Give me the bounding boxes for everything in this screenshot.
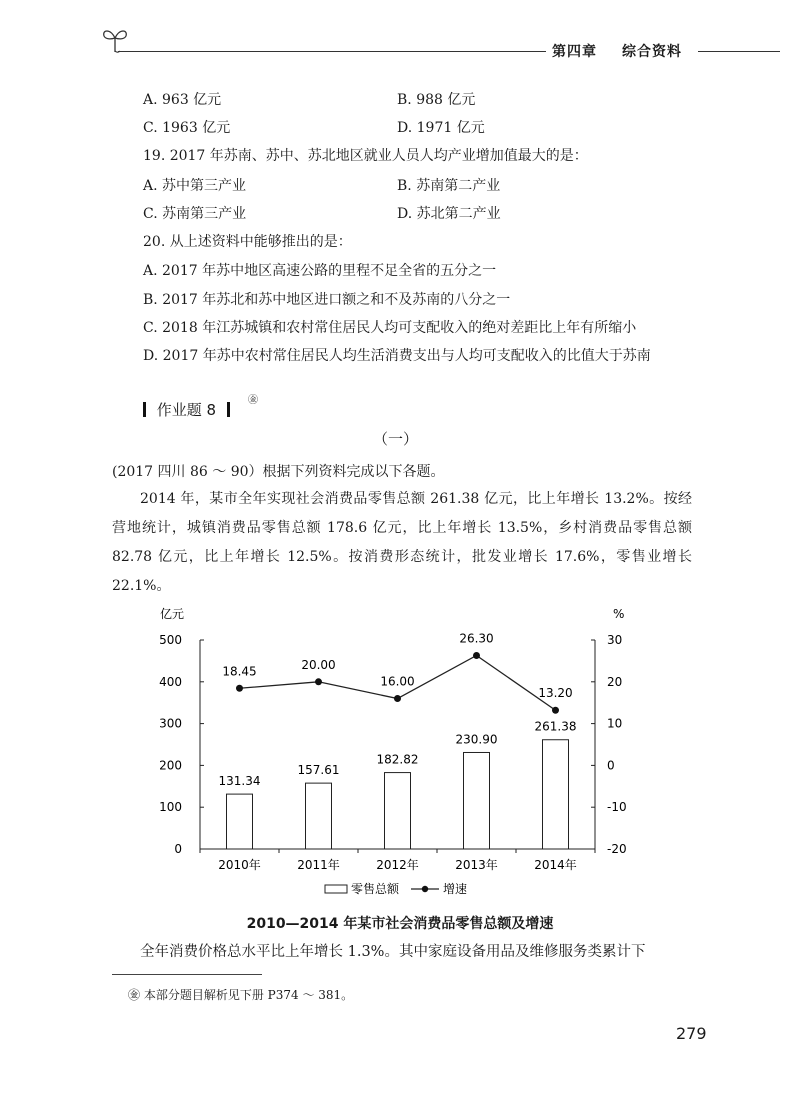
y-tick-label-left: 0 (174, 842, 182, 856)
y-axis-label-left: 亿元 (160, 607, 185, 621)
task-bar-left (143, 402, 146, 417)
y-tick-label-left: 400 (159, 674, 182, 689)
y-tick-label-right: -10 (607, 800, 627, 815)
bar-data-label: 261.38 (534, 719, 577, 734)
footnote-rule (112, 974, 262, 975)
task-heading (143, 395, 258, 420)
source-line: (2017 四川 86 ～ 90）根据下列资料完成以下各题。 (112, 464, 445, 480)
sprout-icon (100, 24, 130, 54)
q18-option-c: C. 1963 亿元 (143, 120, 231, 136)
legend-line-marker (422, 886, 428, 892)
growth-point (394, 695, 401, 702)
paragraph-1: 2014 年，某市全年实现社会消费品零售总额 261.38 亿元，比上年增长 13.2%。按经营地统计，城镇消费品零售总额 178.6 亿元，比上年增长 13.5%，乡村消费品零售总额 82.78 亿元，比上年增长 12.5%。按消费形态统计，批发业增长 17.6%，零售业增长 22.1%。 (112, 491, 692, 594)
q18-option-a: A. 963 亿元 (143, 92, 222, 108)
growth-point (552, 707, 559, 714)
running-header (0, 0, 800, 70)
bar-data-label: 230.90 (455, 732, 498, 747)
y-tick-label-left: 200 (159, 758, 182, 773)
bar-data-label: 182.82 (376, 752, 419, 767)
q20-option-d: D. 2017 年苏中农村常住居民人均生活消费支出与人均可支配收入的比值大于苏南 (143, 348, 651, 364)
section-title: （一） (373, 430, 419, 448)
y-axis-label-right: % (613, 607, 625, 621)
section-label: 综合资料 (622, 44, 682, 60)
y-tick-label-right: -20 (607, 842, 627, 856)
legend-bar-label: 零售总额 (351, 882, 400, 896)
footnote (128, 986, 353, 1003)
bar (543, 740, 569, 849)
task-label: 作业题 8 (156, 401, 217, 419)
growth-data-label: 20.00 (301, 657, 336, 672)
growth-point (473, 652, 480, 659)
q20-option-a: A. 2017 年苏中地区高速公路的里程不足全省的五分之一 (143, 263, 497, 279)
q19-option-b: B. 苏南第二产业 (397, 178, 501, 194)
y-tick-label-left: 500 (159, 633, 182, 647)
chapter-label: 第四章 (552, 44, 597, 60)
paragraph-2: 全年消费价格总水平比上年增长 1.3%。其中家庭设备用品及维修服务类累计下 (140, 944, 646, 960)
q18-option-d: D. 1971 亿元 (397, 120, 485, 136)
x-tick-label: 2011年 (297, 858, 340, 872)
q19-option-a: A. 苏中第三产业 (143, 178, 247, 194)
y-tick-label-left: 100 (159, 800, 182, 815)
legend-line-label: 增速 (443, 882, 468, 896)
growth-data-label: 26.30 (459, 631, 494, 646)
bar (464, 752, 490, 849)
q20-option-c: C. 2018 年江苏城镇和农村常住居民人均可支配收入的绝对差距比上年有所缩小 (143, 320, 637, 336)
growth-point (236, 685, 243, 692)
footnote-star-icon: ㊎ (128, 988, 141, 1002)
bar-data-label: 157.61 (297, 763, 340, 778)
bar (385, 773, 411, 849)
bar (227, 794, 253, 849)
x-tick-label: 2012年 (376, 858, 419, 872)
growth-data-label: 16.00 (380, 674, 415, 689)
footnote-text: 本部分题目解析见下册 P374 ～ 381。 (143, 988, 354, 1002)
growth-data-label: 18.45 (222, 664, 257, 679)
page-number: 279 (676, 1024, 707, 1043)
chart-caption: 2010—2014 年某市社会消费品零售总额及增速 (246, 916, 554, 932)
header-rule-right (698, 51, 780, 52)
growth-point (315, 678, 322, 685)
growth-data-label: 13.20 (538, 686, 573, 701)
q20-question: 20. 从上述资料中能够推出的是： (143, 234, 352, 250)
x-tick-label: 2014年 (534, 858, 577, 872)
bar (306, 783, 332, 849)
retail-sales-chart (140, 600, 660, 905)
q18-option-b: B. 988 亿元 (397, 92, 476, 108)
gold-star-icon: ㊎ (248, 395, 258, 406)
x-tick-label: 2013年 (455, 858, 498, 872)
q19-question: 19. 2017 年苏南、苏中、苏北地区就业人员人均产业增加值最大的是： (143, 148, 588, 164)
y-tick-label-right: 20 (607, 674, 623, 689)
q19-option-c: C. 苏南第三产业 (143, 206, 247, 222)
y-tick-label-right: 30 (607, 633, 623, 647)
legend-bar-swatch (325, 885, 347, 893)
bar-data-label: 131.34 (218, 774, 261, 789)
y-tick-label-right: 10 (607, 716, 623, 731)
header-rule-left (118, 51, 546, 52)
q19-option-d: D. 苏北第二产业 (397, 206, 501, 222)
y-tick-label-right: 0 (607, 758, 615, 773)
y-tick-label-left: 300 (159, 716, 182, 731)
x-tick-label: 2010年 (218, 858, 261, 872)
task-bar-right (227, 402, 230, 417)
q20-option-b: B. 2017 年苏北和苏中地区进口额之和不及苏南的八分之一 (143, 292, 511, 308)
